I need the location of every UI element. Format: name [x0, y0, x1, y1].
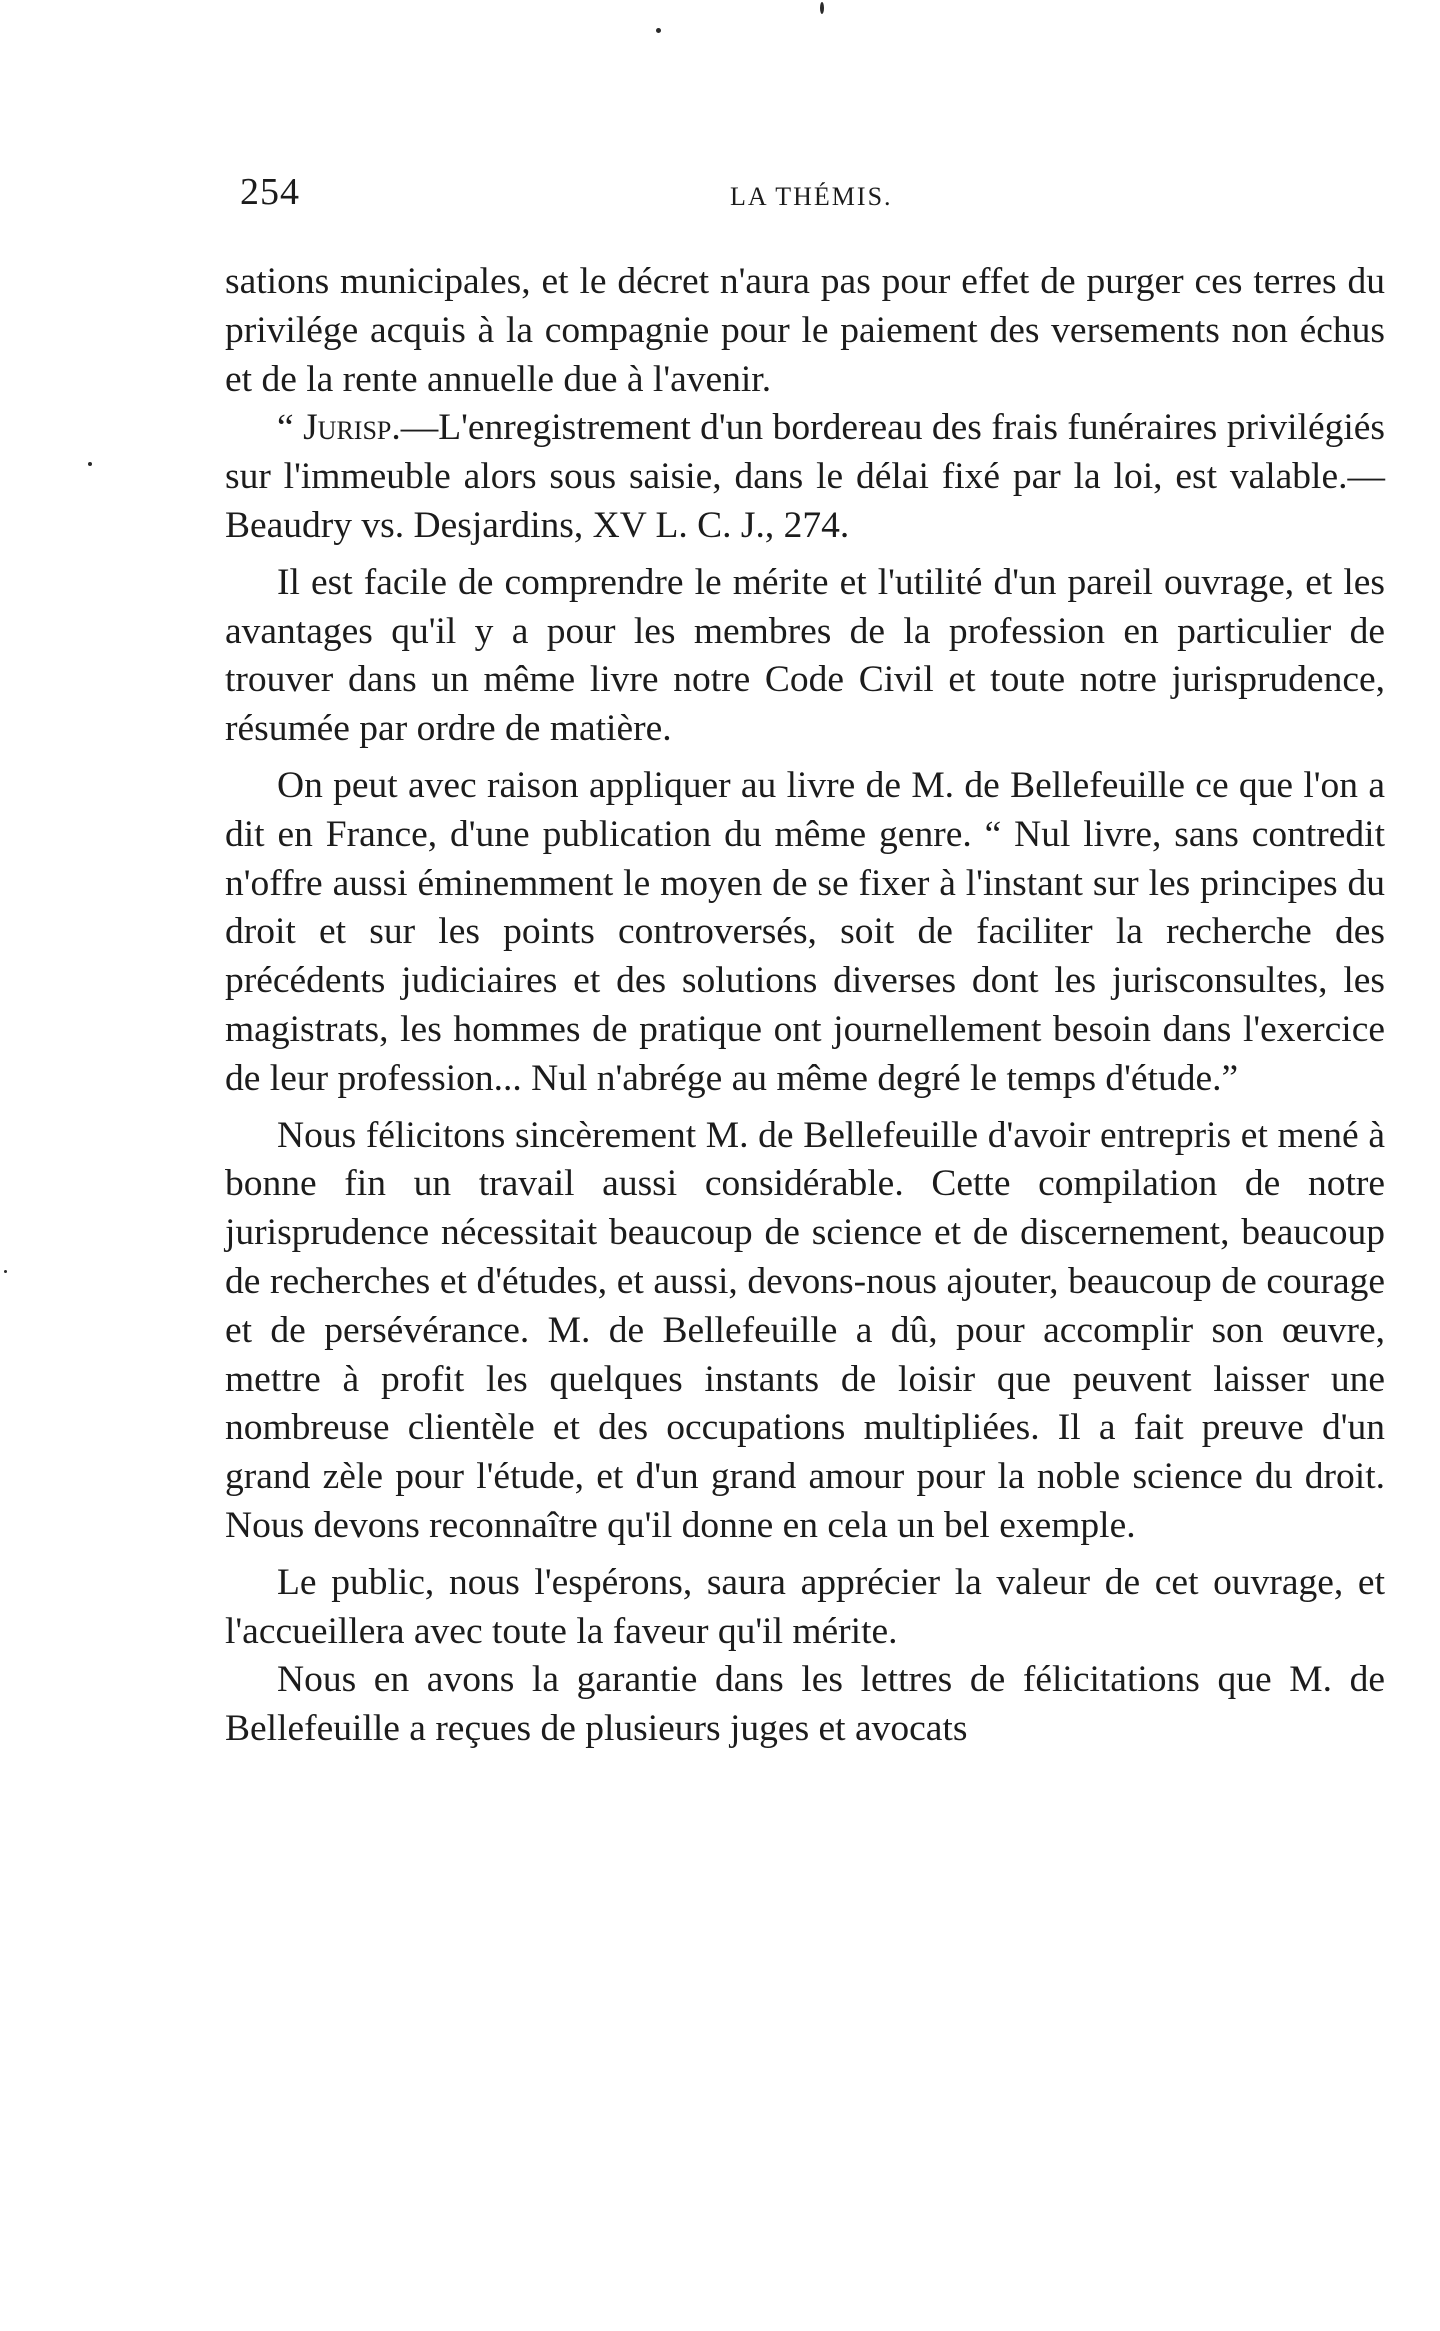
paragraph [225, 1112, 1385, 1551]
page-header [240, 170, 1380, 220]
paragraph-jurisprudence [225, 404, 1385, 550]
paragraph-text: On peut avec raison appliquer au livre de M. de Bellefeuille ce que l'on a dit en France, d'une publication du même genre. “ Nul livre, sans contredit n'offre aussi éminemment le moyen de se fixer à l'instant sur les principes du droit et sur les points controversés, soit de faciliter la recherche des précédents judiciaires et des solutions diverses dont les jurisconsultes, les magistrats, les hommes de pratique ont journellement besoin dans l'exercice de leur profession... Nul n'abrége au même degré le temps d'étude.” [225, 764, 1385, 1099]
paragraph [225, 1559, 1385, 1657]
paragraph-continuation [225, 258, 1385, 404]
paragraph-text: Le public, nous l'espérons, saura apprécier la valeur de cet ouvrage, et l'accueillera avec toute la faveur qu'il mérite. [225, 1561, 1385, 1652]
opening-quote: “ [277, 407, 304, 449]
paragraph-text: Nous en avons la garantie dans les lettres de félicitations que M. de Bellefeuille a reçues de plusieurs juges et avocats [225, 1659, 1385, 1750]
ink-speck [820, 2, 824, 14]
paragraph-text: Il est facile de comprendre le mérite et l'utilité d'un pareil ouvrage, et les avantages qu'il y a pour les membres de la profession en particulier de trouver dans un même livre notre Code Civil et toute notre jurisprudence, résumée par ordre de matière. [225, 561, 1385, 750]
paragraph [225, 559, 1385, 754]
jurisp-label: Jurisp. [303, 407, 401, 449]
paragraph-text: Nous félicitons sincèrement M. de Bellefeuille d'avoir entrepris et mené à bonne fin un travail aussi considérable. Cette compilation de notre jurisprudence nécessitait beaucoup de science et de discernement, beaucoup de recherches et d'études, et aussi, devons-nous ajouter, beaucoup de courage et de persévérance. M. de Bellefeuille a dû, pour accomplir son œuvre, mettre à profit les quelques instants de loisir que peuvent laisser une nombreuse clientèle et des occupations multipliées. Il a fait preuve d'un grand zèle pour l'étude, et d'un grand amour pour la noble science du droit. Nous devons reconnaître qu'il donne en cela un bel exemple. [225, 1114, 1385, 1546]
running-head: LA THÉMIS. [730, 182, 893, 211]
body-text [225, 258, 1385, 1754]
paragraph [225, 1656, 1385, 1754]
ink-speck [4, 1270, 7, 1273]
page-number: 254 [240, 171, 300, 213]
ink-speck [656, 28, 661, 33]
paragraph-text: sations municipales, et le décret n'aura pas pour effet de purger ces terres du privilége acquis à la compagnie pour le paiement des versements non échus et de la rente annuelle due à l'avenir. [225, 261, 1385, 400]
ink-speck [88, 462, 92, 466]
paragraph [225, 762, 1385, 1104]
paragraph-text: —L'enregistrement d'un bordereau des frais funéraires privilégiés sur l'immeuble alors sous saisie, dans le délai fixé par la loi, est valable.— Beaudry vs. Desjardins, XV L. C. J., 274. [225, 407, 1385, 546]
